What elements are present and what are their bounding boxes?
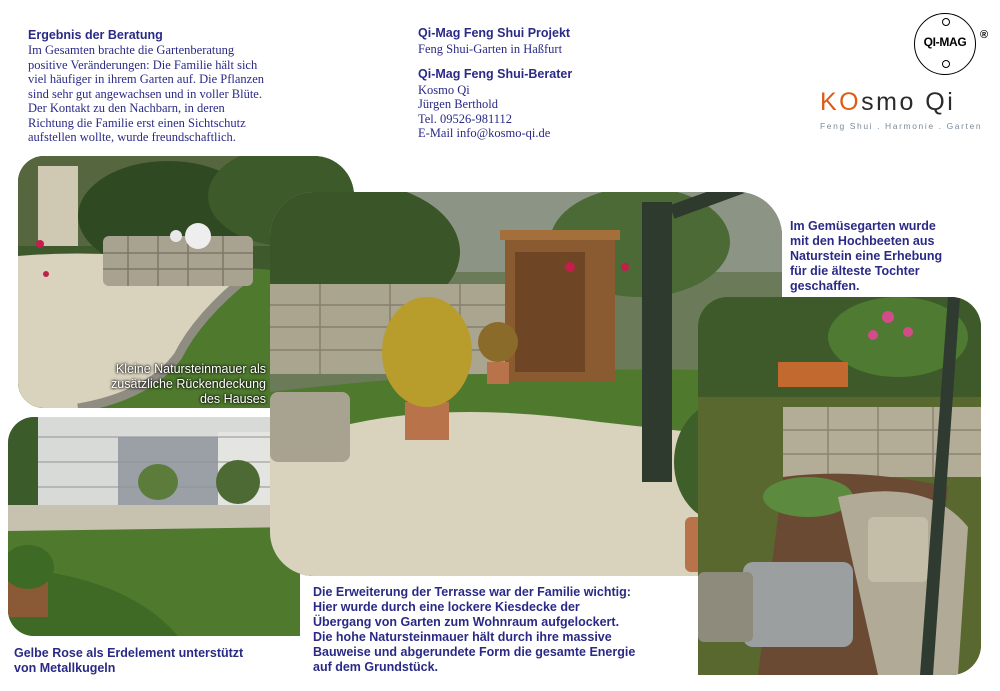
intro-line: Der Kontakt zu den Nachbarn, in deren [28, 101, 225, 115]
caption-line: auf dem Grundstück. [313, 660, 439, 674]
intro-line: Richtung die Familie erst einen Sichtschutz [28, 115, 246, 130]
qi-mag-logo [914, 13, 976, 75]
intro-line: viel häufiger in ihrem Garten auf. Die Pflanzen [28, 72, 265, 86]
intro-body [28, 43, 318, 145]
caption-terrace [313, 585, 703, 675]
logo-dot-icon [942, 18, 950, 26]
project-subtitle: Feng Shui-Garten in Haßfurt [418, 42, 563, 56]
caption-line: von Metallkugeln [14, 661, 116, 675]
intro-line: aufstellen wollte, wurde freundschaftlich. [28, 130, 236, 144]
caption-line: Kleine Natursteinmauer als [115, 362, 266, 376]
caption-line: Die hohe Natursteinmauer hält durch ihre massive [313, 630, 612, 644]
company-name: Kosmo Qi [418, 82, 470, 97]
project-title: Qi-Mag Feng Shui Projekt [418, 26, 571, 40]
caption-line: zusätzliche Rückendeckung [111, 377, 266, 391]
intro-block [28, 28, 318, 145]
intro-line: positive Veränderungen: Die Familie hält sich [28, 57, 258, 72]
caption-line: Bauweise und abgerundete Form die gesamte Energie [313, 645, 636, 659]
brand-name-rest: smo Qi [861, 88, 956, 116]
brand-tagline: Feng Shui . Harmonie . Garten [820, 121, 983, 131]
caption-line: Naturstein eine Erhebung [790, 249, 943, 263]
caption-stone-wall [80, 362, 266, 407]
intro-title: Ergebnis der Beratung [28, 28, 163, 42]
caption-line: des Hauses [199, 392, 266, 406]
logo-text: QI-MAG [923, 35, 967, 49]
photo-raised-beds [698, 297, 981, 675]
email-address[interactable]: E-Mail info@kosmo-qi.de [418, 126, 551, 140]
caption-rose [14, 646, 304, 676]
advisor-name: Jürgen Berthold [418, 97, 498, 111]
photo-rose-fence [8, 417, 300, 636]
caption-line: Übergang von Garten zum Wohnraum aufgelockert. [313, 615, 620, 629]
caption-raised-beds [790, 219, 980, 294]
caption-line: Gelbe Rose als Erdelement unterstützt [14, 646, 244, 660]
brand-name [820, 88, 990, 117]
kosmo-qi-brand [820, 88, 990, 131]
logo-dot-icon [942, 60, 950, 68]
brand-name-accent: KO [820, 88, 862, 116]
phone-number: Tel. 09526-981112 [418, 111, 513, 126]
intro-line: Im Gesamten brachte die Gartenberatung [28, 43, 235, 57]
intro-line: sind sehr gut angewachsen und in voller Blüte. [28, 86, 262, 101]
caption-line: Die Erweiterung der Terrasse war der Familie wichtig: [313, 585, 631, 599]
project-info [418, 26, 648, 141]
caption-line: geschaffen. [790, 279, 860, 293]
registered-mark: ® [980, 29, 989, 41]
caption-line: mit den Hochbeeten aus [790, 234, 935, 248]
caption-line: Im Gemüsegarten wurde [790, 219, 936, 233]
caption-line: für die älteste Tochter [790, 264, 920, 278]
advisor-title: Qi-Mag Feng Shui-Berater [418, 66, 573, 81]
caption-line: Hier wurde durch eine lockere Kiesdecke der [313, 600, 580, 614]
